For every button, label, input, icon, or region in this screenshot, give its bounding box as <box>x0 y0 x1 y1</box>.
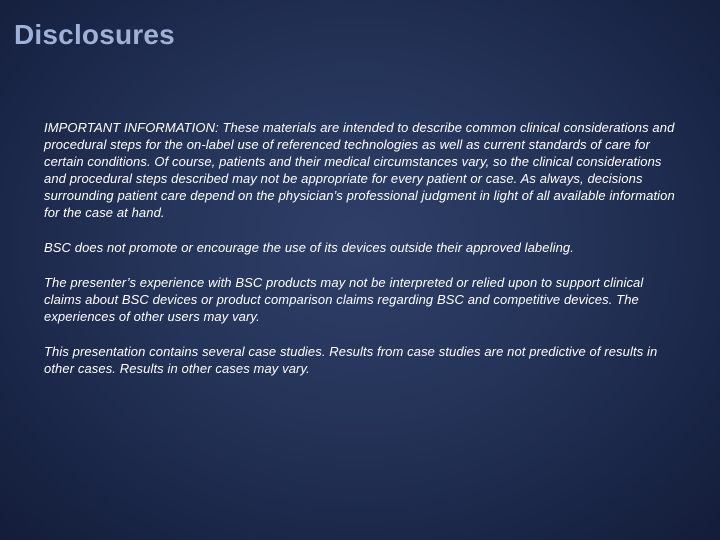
important-information-paragraph: IMPORTANT INFORMATION: These materials are intended to describe common clinical considerations and procedural steps for the on-label use of referenced technologies as well as current standards of care for certain conditions. Of course, patients and their medical circumstances vary, so the clinical considerations and procedural steps described may not be appropriate for every patient or case. As always, decisions surrounding patient care depend on the physician’s professional judgment in light of all available information for the case at hand. <box>44 120 675 220</box>
case-studies-paragraph: This presentation contains several case studies. Results from case studies are not predictive of results in other cases. Results in other cases may vary. <box>44 344 658 376</box>
slide-title: Disclosures <box>14 19 175 50</box>
disclosure-text-body <box>44 119 680 395</box>
presenter-experience-paragraph: The presenter’s experience with BSC products may not be interpreted or relied upon to support clinical claims about BSC devices or product comparison claims regarding BSC and competitive devices. The experiences of other users may vary. <box>44 275 644 324</box>
off-label-use-paragraph: BSC does not promote or encourage the use of its devices outside their approved labeling. <box>44 240 574 255</box>
